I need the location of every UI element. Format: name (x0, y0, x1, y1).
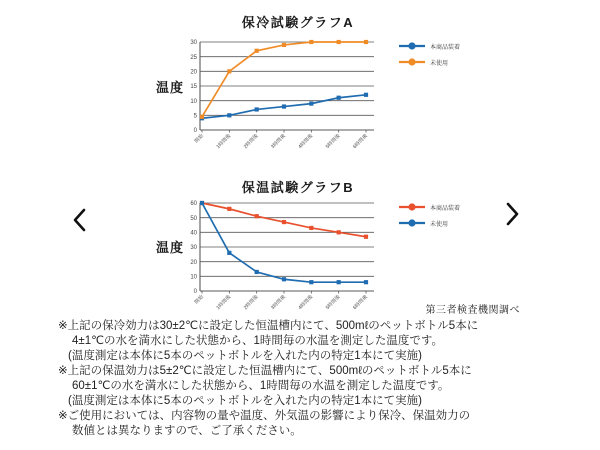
svg-text:1時間後: 1時間後 (215, 133, 233, 150)
svg-text:10: 10 (190, 274, 197, 281)
svg-text:4時間後: 4時間後 (297, 294, 315, 311)
legend-label: 本商品装着 (430, 44, 461, 51)
chart-a-title: 保冷試験グラフA (241, 15, 355, 30)
svg-text:2時間後: 2時間後 (242, 294, 260, 311)
footnote-line: (温度測定は本体に5本のペットボトルを入れた内の特定1本にて実施) (68, 350, 422, 362)
footnote-line: ※上記の保温効力は5±2℃に設定した恒温槽内にて、500mℓのペットボトル5本に (58, 365, 472, 377)
footnotes (58, 319, 550, 439)
svg-text:4時間後: 4時間後 (297, 133, 315, 150)
legend-item (398, 202, 460, 212)
carousel-next-button[interactable] (504, 202, 522, 228)
chart-a-legend (398, 41, 460, 67)
footnote-line: 数値とは異なりますので、ご了承ください。 (72, 425, 302, 437)
legend-marker-icon (398, 202, 426, 212)
legend-marker-icon (398, 41, 426, 51)
footnote-line: 4±1℃の水を満水にした状態から、1時間毎の水温を測定した温度です。 (72, 335, 443, 347)
svg-text:3時間後: 3時間後 (270, 133, 287, 150)
svg-text:開始: 開始 (193, 294, 205, 306)
svg-text:6時間後: 6時間後 (352, 294, 369, 311)
svg-text:2時間後: 2時間後 (242, 133, 260, 150)
chart-a-plot (184, 36, 390, 160)
chevron-left-icon (72, 208, 86, 235)
chart-a-y-axis-label: 温度 (156, 80, 185, 95)
footnote-line: ※上記の保冷効力は30±2℃に設定した恒温槽内にて、500mℓのペットボトル5本に (58, 320, 479, 332)
svg-text:3時間後: 3時間後 (270, 294, 287, 311)
svg-text:60: 60 (190, 201, 197, 208)
footnote-line: ※ご使用においては、内容物の量や温度、外気温の影響により保冷、保温効力の (58, 410, 471, 422)
svg-text:6時間後: 6時間後 (352, 133, 369, 150)
chart-b-title: 保温試験グラフB (241, 180, 355, 195)
svg-text:40: 40 (190, 230, 197, 237)
chart-b-plot (184, 197, 390, 321)
svg-text:30: 30 (190, 245, 197, 252)
svg-text:10: 10 (190, 98, 197, 105)
legend-item (398, 57, 460, 67)
chart-b-y-axis-label: 温度 (156, 240, 185, 255)
svg-text:0: 0 (193, 128, 197, 135)
legend-marker-icon (398, 218, 426, 228)
chart-b-legend (398, 202, 460, 228)
svg-text:0: 0 (193, 289, 197, 296)
source-note: 第三者検査機関調べ (425, 305, 520, 316)
svg-text:5: 5 (193, 113, 197, 120)
chevron-right-icon (506, 202, 520, 229)
legend-label: 本商品装着 (430, 205, 461, 212)
legend-label: 未使用 (430, 221, 449, 228)
footnote-line: 60±1℃の水を満水にした状態から、1時間毎の水温を測定した温度です。 (72, 380, 450, 392)
svg-text:20: 20 (190, 69, 197, 76)
legend-label: 未使用 (430, 60, 449, 67)
svg-text:20: 20 (190, 259, 197, 266)
svg-text:15: 15 (190, 84, 197, 91)
svg-text:開始: 開始 (193, 133, 205, 145)
legend-item (398, 218, 460, 228)
svg-text:1時間後: 1時間後 (215, 294, 233, 311)
svg-text:25: 25 (190, 54, 197, 61)
legend-marker-icon (398, 57, 426, 67)
svg-text:50: 50 (190, 215, 197, 222)
footnote-line: (温度測定は本体に5本のペットボトルを入れた内の特定1本にて実施) (68, 395, 422, 407)
svg-text:5時間後: 5時間後 (324, 133, 342, 150)
legend-item (398, 41, 460, 51)
svg-text:5時間後: 5時間後 (324, 294, 342, 311)
svg-text:30: 30 (190, 40, 197, 47)
carousel-prev-button[interactable] (70, 208, 88, 234)
